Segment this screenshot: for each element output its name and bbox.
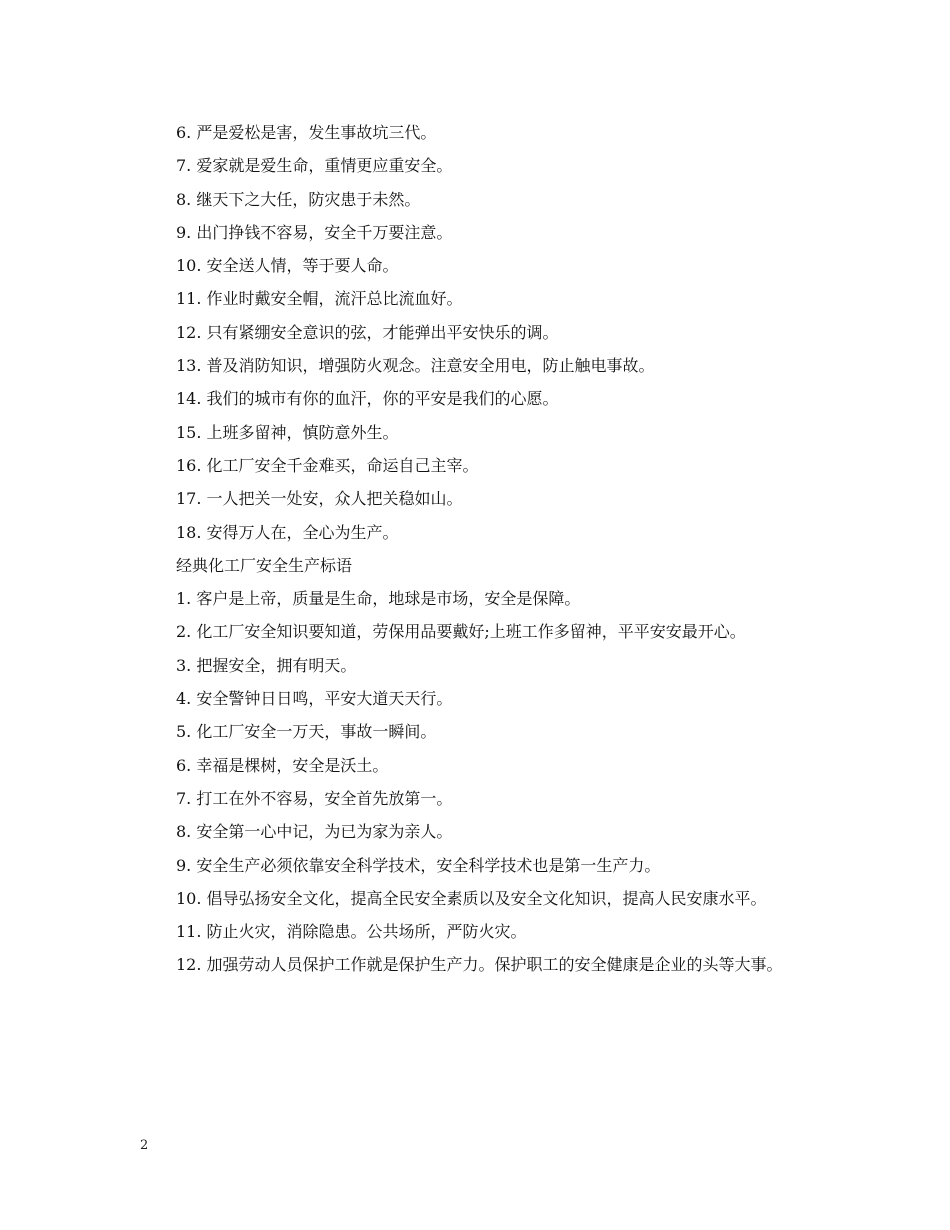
paragraph-slogan-8: 8. 继天下之大任，防灾患于未然。 xyxy=(176,189,421,209)
paragraph-slogan-17: 17. 一人把关一处安，众人把关稳如山。 xyxy=(176,489,463,509)
paragraph-slogan-6: 6. 严是爱松是害，发生事故坑三代。 xyxy=(176,123,437,142)
paragraph-slogan-14: 14. 我们的城市有你的血汗，你的平安是我们的心愿。 xyxy=(176,389,559,409)
paragraph-slogan-7: 7. 爱家就是爱生命，重情更应重安全。 xyxy=(176,156,453,176)
paragraph-slogan-15: 15. 上班多留神，慎防意外生。 xyxy=(176,422,399,442)
paragraph-classic-7: 7. 打工在外不容易，安全首先放第一。 xyxy=(176,788,453,808)
paragraph-classic-4: 4. 安全警钟日日鸣，平安大道天天行。 xyxy=(176,689,453,709)
paragraph-classic-12: 12. 加强劳动人员保护工作就是保护生产力。保护职工的安全健康是企业的头等大事。 xyxy=(176,955,783,975)
paragraph-classic-8: 8. 安全第一心中记，为已为家为亲人。 xyxy=(176,822,453,842)
section-heading: 经典化工厂安全生产标语 xyxy=(176,555,353,575)
paragraph-classic-5: 5. 化工厂安全一万天，事故一瞬间。 xyxy=(176,722,437,742)
paragraph-classic-9: 9. 安全生产必须依靠安全科学技术，安全科学技术也是第一生产力。 xyxy=(176,855,661,875)
paragraph-slogan-9: 9. 出门挣钱不容易，安全千万要注意。 xyxy=(176,222,453,242)
paragraph-classic-6: 6. 幸福是棵树，安全是沃土。 xyxy=(176,755,389,775)
document-body xyxy=(140,116,815,982)
paragraph-slogan-10: 10. 安全送人情，等于要人命。 xyxy=(176,256,399,276)
paragraph-classic-2: 2. 化工厂安全知识要知道，劳保用品要戴好;上班工作多留神，平平安安最开心。 xyxy=(176,622,746,642)
page-number: 2 xyxy=(140,1138,149,1153)
paragraph-slogan-13: 13. 普及消防知识，增强防火观念。注意安全用电，防止触电事故。 xyxy=(176,356,655,376)
paragraph-slogan-11: 11. 作业时戴安全帽，流汗总比流血好。 xyxy=(176,289,463,309)
paragraph-slogan-18: 18. 安得万人在，全心为生产。 xyxy=(176,522,399,542)
paragraph-classic-10: 10. 倡导弘扬安全文化，提高全民安全素质以及安全文化知识，提高人民安康水平。 xyxy=(176,888,767,908)
paragraph-classic-1: 1. 客户是上帝，质量是生命，地球是市场，安全是保障。 xyxy=(176,589,581,609)
paragraph-slogan-12: 12. 只有紧绷安全意识的弦，才能弹出平安快乐的调。 xyxy=(176,322,559,342)
paragraph-slogan-16: 16. 化工厂安全千金难买，命运自己主宰。 xyxy=(176,455,479,475)
paragraph-classic-11: 11. 防止火灾，消除隐患。公共场所，严防火灾。 xyxy=(176,922,527,942)
paragraph-classic-3: 3. 把握安全，拥有明天。 xyxy=(176,655,357,675)
